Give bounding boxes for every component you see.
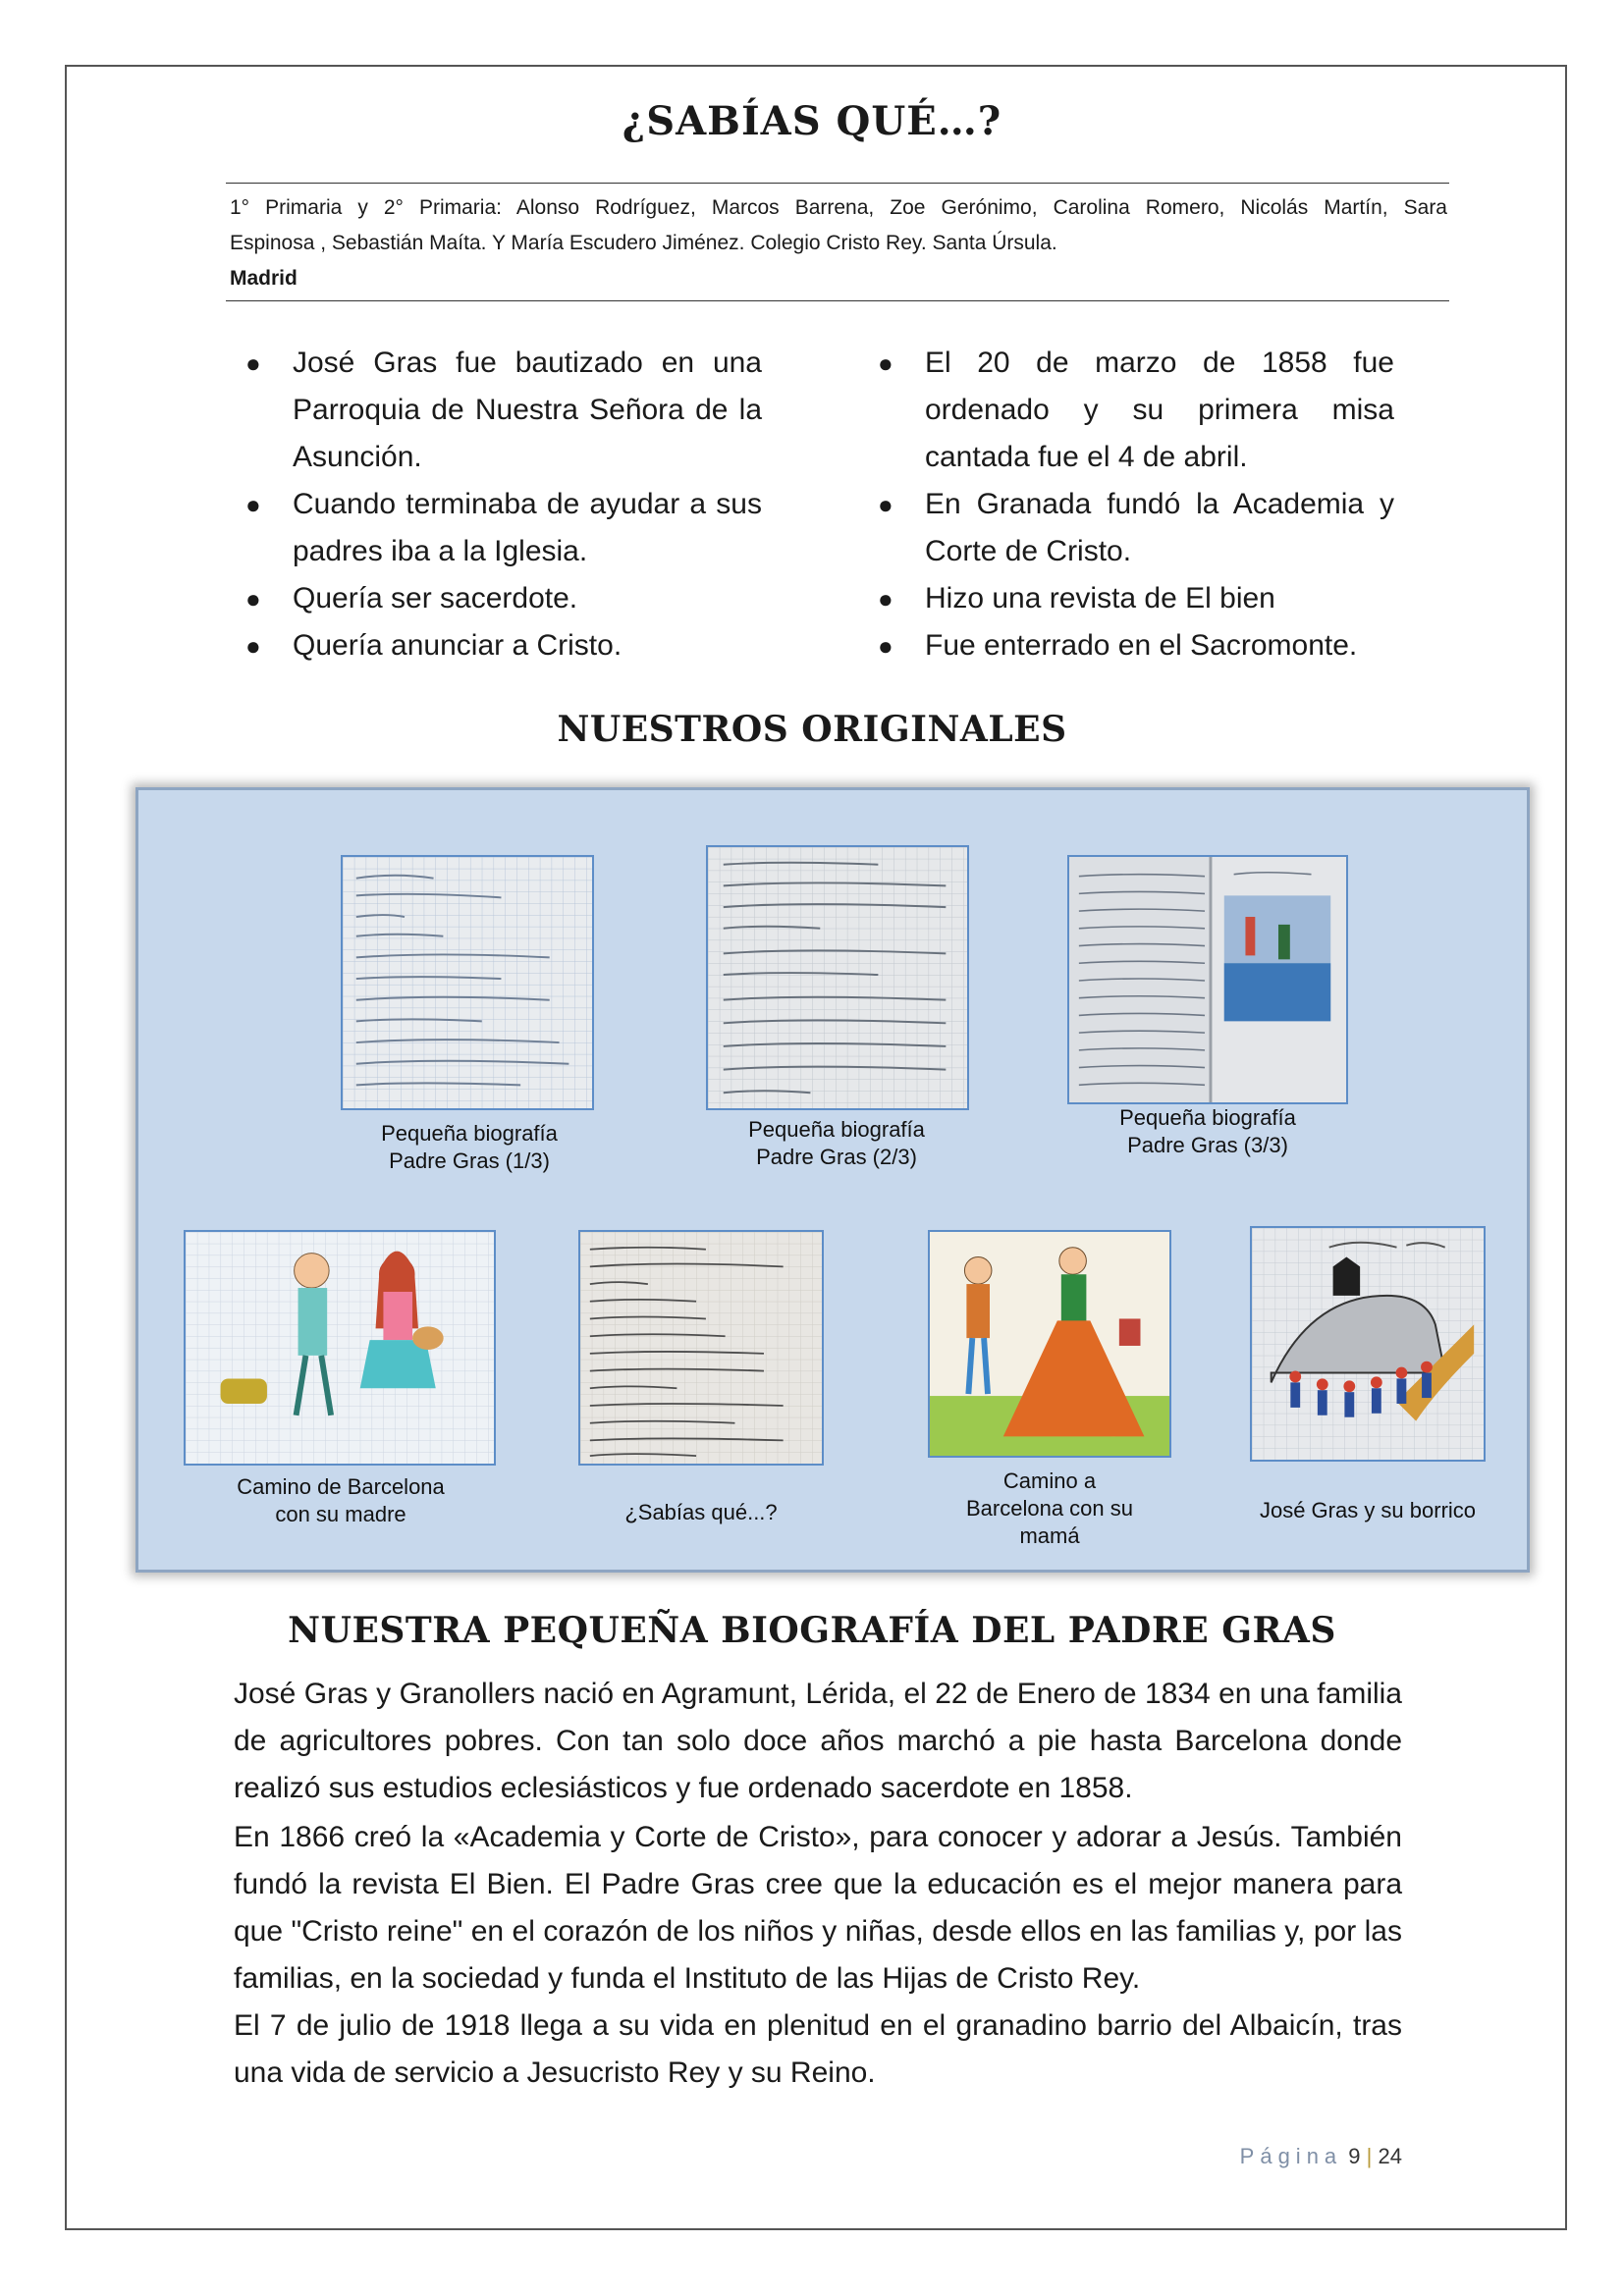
- page-number: 9: [1348, 2144, 1361, 2168]
- bullet-icon: ●: [878, 490, 893, 519]
- notebook-photo-1: [341, 855, 594, 1110]
- authors-location: Madrid: [230, 267, 298, 290]
- fact-item: ● Quería anunciar a Cristo.: [232, 622, 762, 669]
- bullet-icon: ●: [878, 584, 893, 614]
- header-top-rule: [226, 183, 1449, 184]
- fact-item: ● En Granada fundó la Academia y Corte de Cristo.: [864, 481, 1394, 575]
- caption-3: Pequeña biografía Padre Gras (3/3): [1119, 1105, 1296, 1157]
- biography-paragraph-3: El 7 de julio de 1918 llega a su vida en plenitud en el granadino barrio del Albaicín, tras una vida de servicio a Jesucristo Rey y su Reino.: [234, 2009, 1402, 2089]
- bullet-icon: ●: [245, 348, 261, 378]
- originals-gallery: [135, 787, 1530, 1573]
- originals-heading: NUESTROS ORIGINALES: [557, 709, 1067, 750]
- fact-item: ● Cuando terminaba de ayudar a sus padres iba a la Iglesia.: [232, 481, 762, 575]
- authors-line-1: 1° Primaria y 2° Primaria: Alonso Rodríguez, Marcos Barrena, Zoe Gerónimo, Carolina Romero, Nicolás Martín, Sara: [230, 196, 1447, 219]
- page-word: Página: [1239, 2144, 1343, 2168]
- bullet-icon: ●: [245, 584, 261, 614]
- caption-6: Camino a Barcelona con su mamá: [966, 1468, 1133, 1548]
- drawing-photo-2: [578, 1230, 824, 1466]
- drawing-photo-1: [184, 1230, 496, 1466]
- caption-1: Pequeña biografía Padre Gras (1/3): [381, 1121, 558, 1173]
- authors-block: [230, 190, 1447, 296]
- caption-2: Pequeña biografía Padre Gras (2/3): [748, 1117, 925, 1169]
- caption-5: ¿Sabías qué...?: [624, 1500, 778, 1524]
- drawing-photo-4: [1250, 1226, 1486, 1462]
- page-footer: [1240, 2144, 1402, 2169]
- page-title: ¿SABÍAS QUÉ…?: [622, 98, 1002, 144]
- bullet-icon: ●: [878, 631, 893, 661]
- bullet-icon: ●: [245, 490, 261, 519]
- facts-list-left: [232, 340, 762, 669]
- header-bottom-rule: [226, 300, 1449, 301]
- authors-line-2: Espinosa , Sebastián Maíta. Y María Escudero Jiménez. Colegio Cristo Rey. Santa Úrsula.: [230, 232, 1057, 254]
- bullet-icon: ●: [245, 631, 261, 661]
- drawing-photo-3: [928, 1230, 1171, 1458]
- fact-item: ● Hizo una revista de El bien: [864, 575, 1394, 622]
- caption-7: José Gras y su borrico: [1259, 1498, 1477, 1522]
- notebook-photo-3: [1067, 855, 1348, 1104]
- facts-list-right: [864, 340, 1394, 669]
- biography-paragraph-2: En 1866 creó la «Academia y Corte de Cristo», para conocer y adorar a Jesús. También fundó la revista El Bien. El Padre Gras cree que la educación es el mejor manera para que "Cristo reine" en el corazón de los niños y niñas, desde ellos en las familias y, por las familias, en la sociedad y funda el Instituto de las Hijas de Cristo Rey.: [234, 1821, 1402, 1995]
- caption-4: Camino de Barcelona con su madre: [237, 1474, 445, 1526]
- notebook-photo-2: [706, 845, 969, 1110]
- fact-item: ● El 20 de marzo de 1858 fue ordenado y su primera misa cantada fue el 4 de abril.: [864, 340, 1394, 481]
- total-pages: 24: [1378, 2144, 1402, 2168]
- fact-item: ● José Gras fue bautizado en una Parroquia de Nuestra Señora de la Asunción.: [232, 340, 762, 481]
- fact-item: ● Fue enterrado en el Sacromonte.: [864, 622, 1394, 669]
- biography-paragraph-1: José Gras y Granollers nació en Agramunt, Lérida, el 22 de Enero de 1834 en una familia de agricultores pobres. Con tan solo doce años marchó a pie hasta Barcelona donde realizó sus estudios eclesiásticos y fue ordenado sacerdote en 1858.: [234, 1678, 1402, 1804]
- fact-item: ● Quería ser sacerdote.: [232, 575, 762, 622]
- biography-heading: NUESTRA PEQUEÑA BIOGRAFÍA DEL PADRE GRAS: [288, 1610, 1336, 1651]
- bullet-icon: ●: [878, 348, 893, 378]
- page-separator: |: [1366, 2144, 1373, 2168]
